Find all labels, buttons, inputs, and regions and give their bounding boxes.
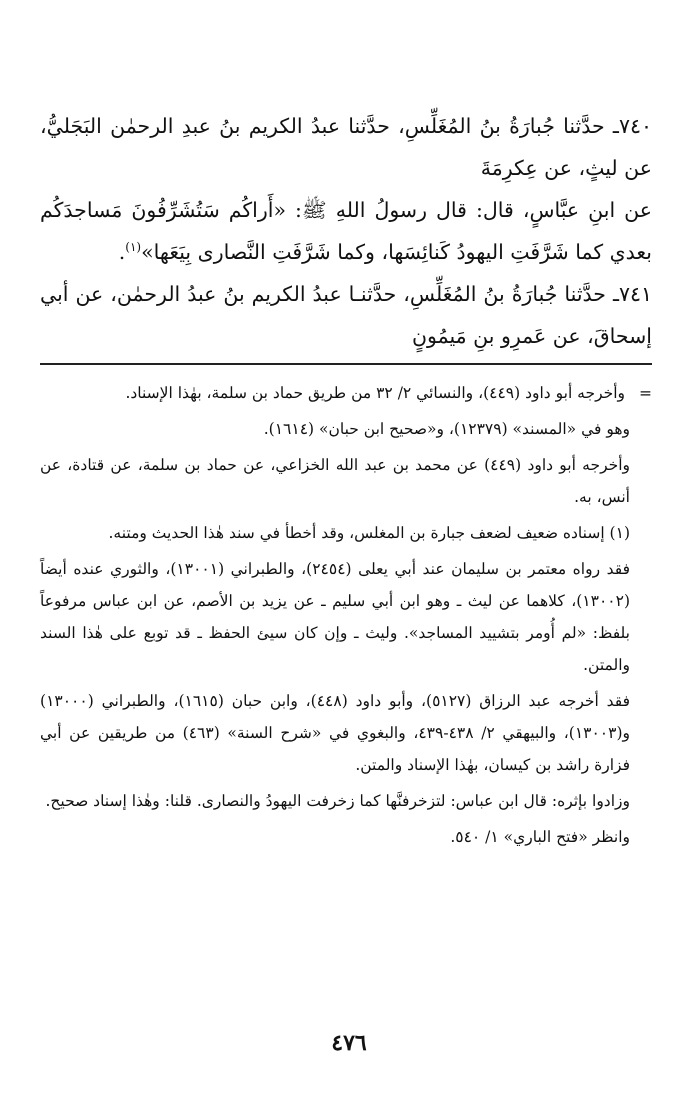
footnote-note-d: فقد رواه معتمر بن سليمان عند أبي يعلى (٢٤٥٤)، والطبراني (١٣٠٠١)، والثوري عنده أيضاً (١٣٠٠٢)، كلاهما عن ليث ـ وهو ابن أبي سليم ـ عن يزيد بن الأصم، عن ابن عباس مرفوعاً بلفظ: «لم أُومر بتشييد المساجد». وليث ـ وإن كان سيئ الحفظ ـ قد توبع على هٰذا السند والمتن. [40, 560, 630, 674]
footnote-note-f: وزادوا بإثره: قال ابن عباس: لتزخرفنَّها كما زخرفت اليهودُ والنصارى. قلنا: وهٰذا إسناد صحيح. [45, 792, 630, 810]
hadith-740-end: . [118, 240, 126, 264]
footnote-divider [40, 363, 652, 365]
footnote-note-c: وأخرجه أبو داود (٤٤٩) عن محمد بن عبد الله الخزاعي، عن حماد بن سلمة، عن قتادة، عن أنس، به. [40, 456, 630, 506]
hadith-741-chain: ٧٤١ـ حدَّثنا جُبارَةُ بنُ المُغَلِّسِ، حدَّثنـا عبدُ الكريم بنُ عبدُ الرحمٰن، عن أبي إسحاقَ، عن عَمرِو بنِ مَيمُونٍ [40, 282, 652, 348]
footnotes-section [40, 377, 652, 853]
main-text [40, 105, 652, 357]
page-number: ٤٧٦ [331, 1030, 367, 1056]
hadith-740-text [40, 189, 652, 273]
footnote-continuation [40, 377, 652, 409]
footnote-reference: (١) [125, 240, 142, 255]
hadith-740-chain: ٧٤٠ـ حدَّثنا جُبارَةُ بنُ المُغَلِّسِ، حدَّثنا عبدُ الكريم بنُ عبدِ الرحمٰن البَجَليُّ، عن ليثٍ، عن عِكرِمَةَ [40, 114, 652, 180]
page-content [40, 105, 652, 857]
hadith-740-body: عن ابنِ عبَّاسٍ، قال: قال رسولُ اللهِ ﷺ: «أَراكُم سَتُشَرِّفُونَ مَساجدَكُم بعدي كما شَرَّفَتِ اليهودُ كَنائِسَها، وكما شَرَّفَتِ النَّصارى بِيَعَها» [40, 198, 652, 264]
footnote-note-g: وانظر «فتح الباري» ١/ ٥٤٠. [450, 828, 630, 846]
footnote-1: (١) إسناده ضعيف لضعف جبارة بن المغلس، وقد أخطأ في سند هٰذا الحديث ومتنه. [108, 524, 630, 542]
continuation-mark: = [639, 384, 652, 402]
footnote-note-b: وهو في «المسند» (١٢٣٧٩)، و«صحيح ابن حبان» (١٦١٤). [263, 420, 630, 438]
footnote-note-e: فقد أخرجه عبد الرزاق (٥١٢٧)، وأبو داود (٤٤٨)، وابن حبان (١٦١٥)، والطبراني (١٣٠٠٠) و(١٣٠٠٣)، والبيهقي ٢/ ٤٣٨-٤٣٩، والبغوي في «شرح السنة» (٤٦٣) من طريقين عن أبي فزارة راشد بن كيسان، بهٰذا الإسناد والمتن. [40, 692, 631, 774]
footnote-note-a: وأخرجه أبو داود (٤٤٩)، والنسائي ٢/ ٣٢ من طريق حماد بن سلمة، بهٰذا الإسناد. [125, 384, 625, 402]
